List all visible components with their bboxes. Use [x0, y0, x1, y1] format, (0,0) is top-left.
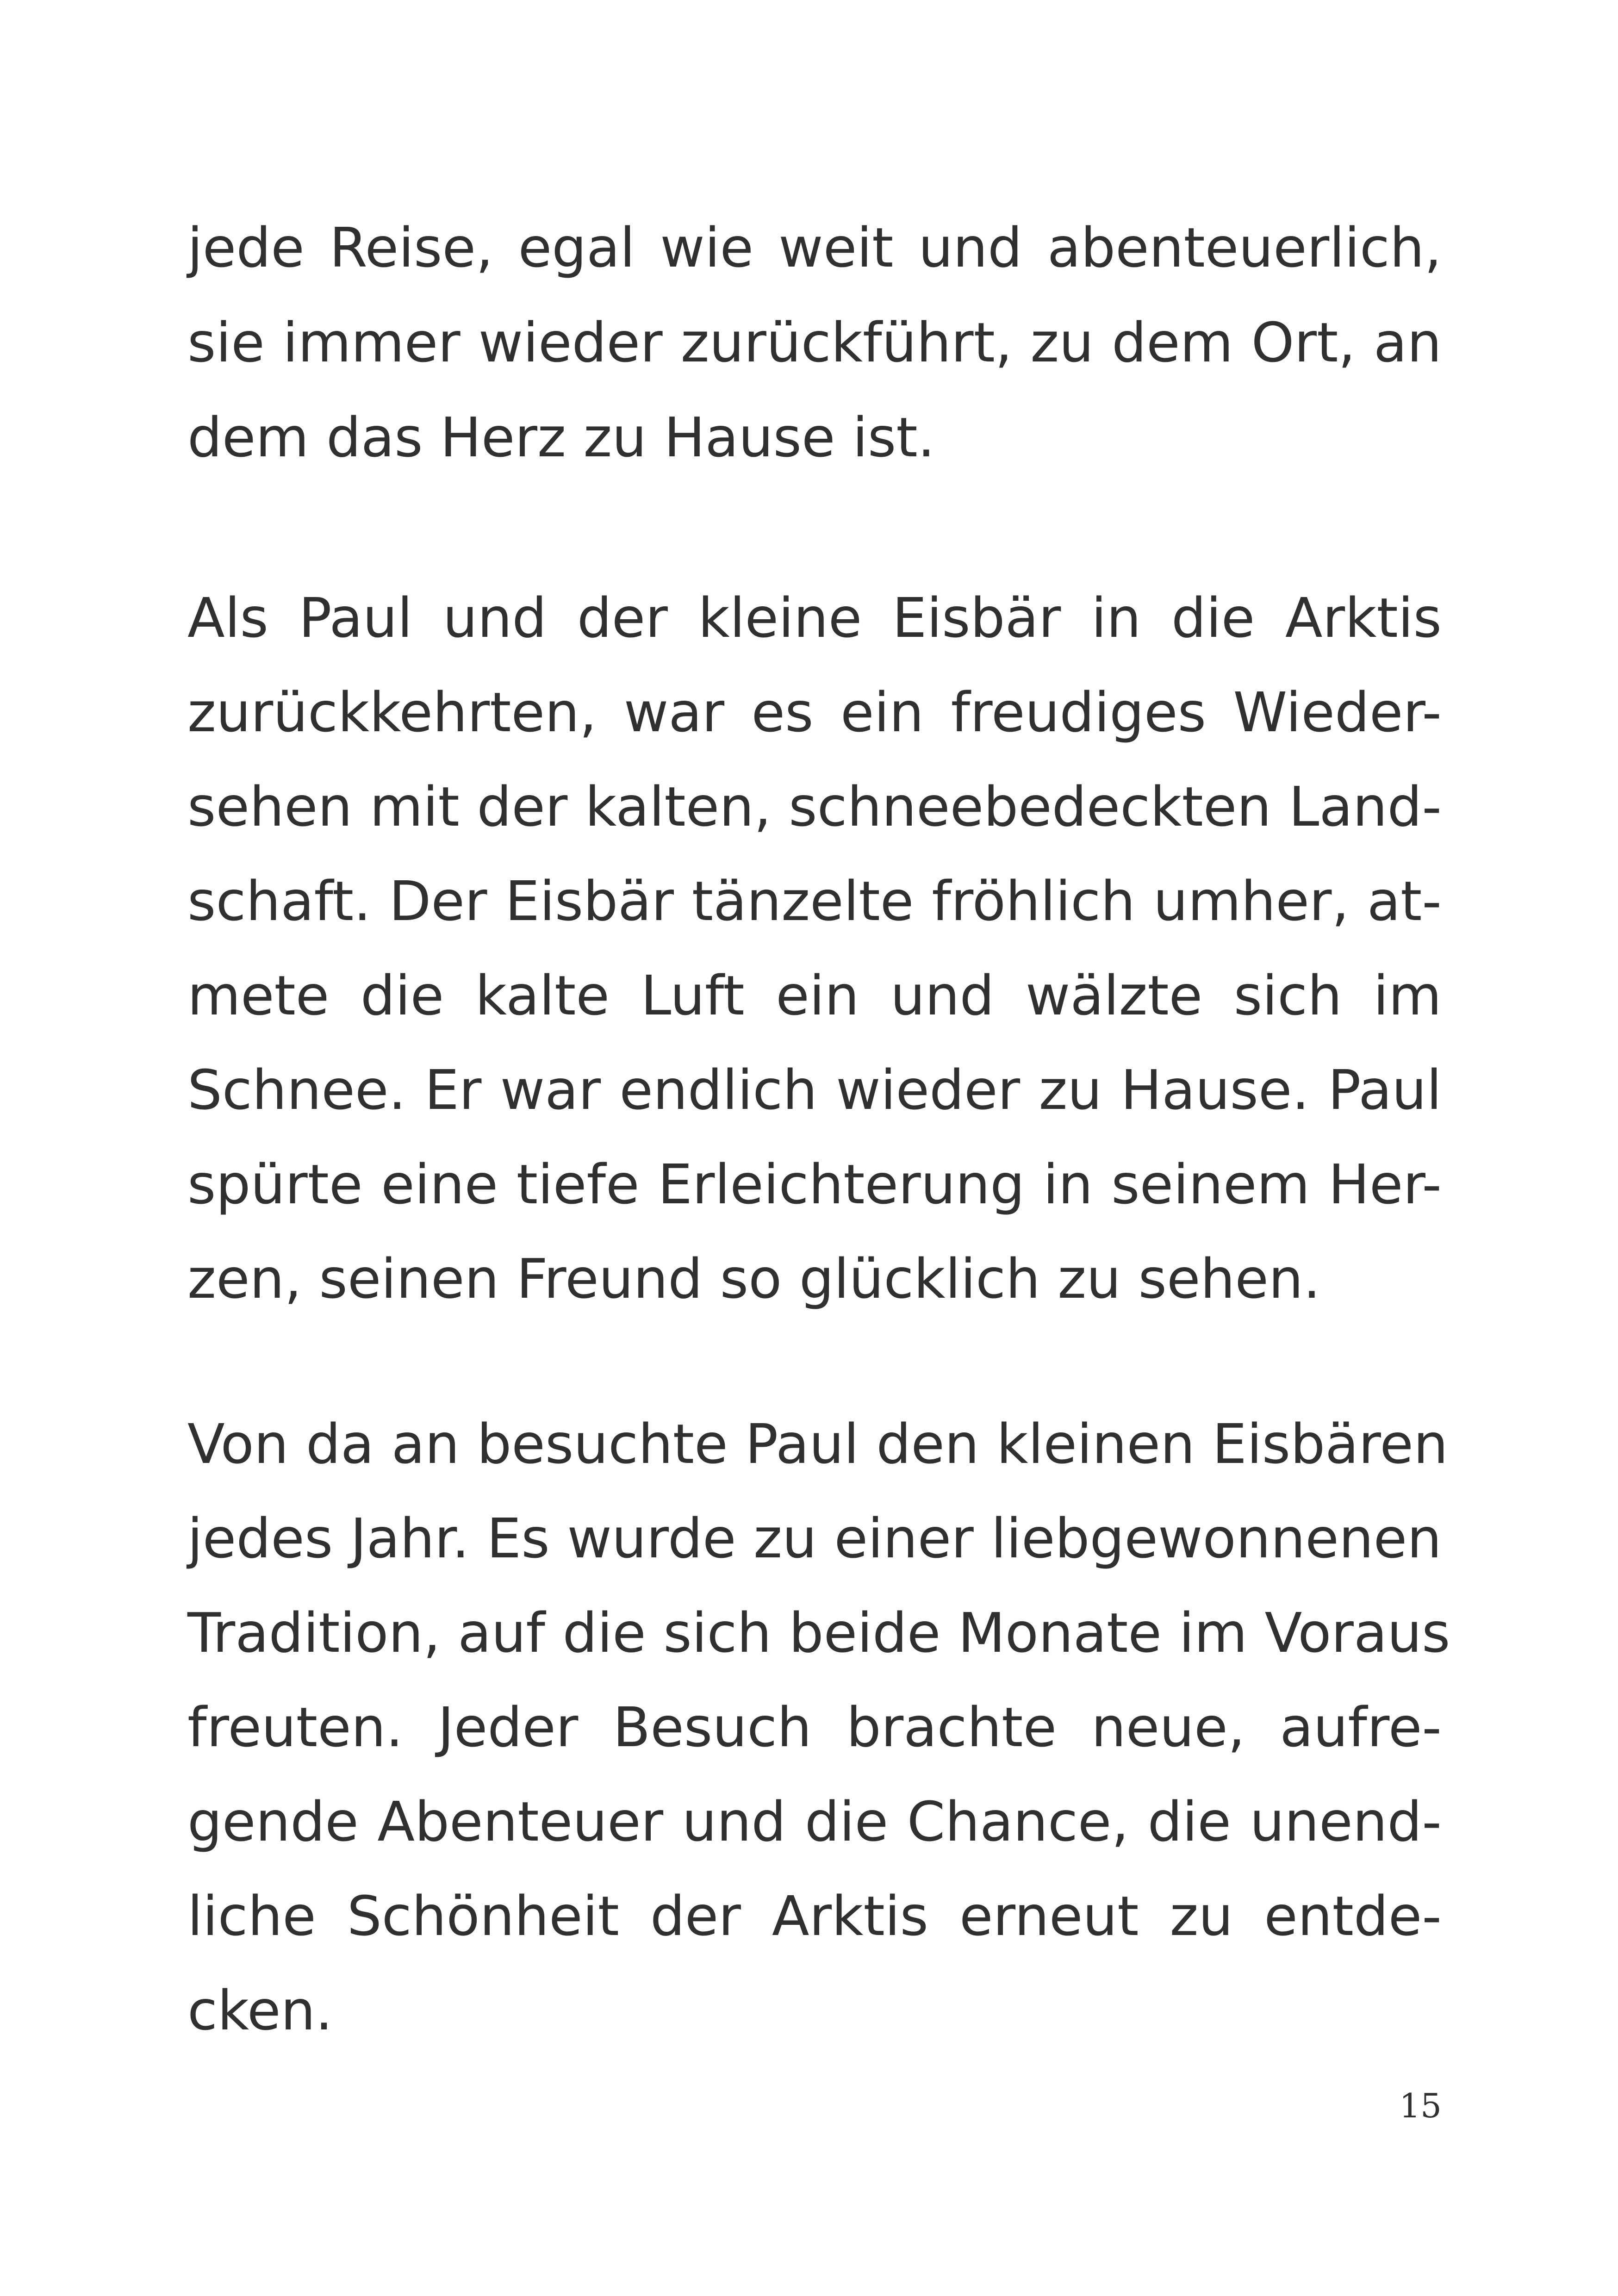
text-line: freuten. Jeder Besuch brachte neue, aufre-: [187, 1695, 1442, 1759]
text-line: zen, seinen Freund so glücklich zu sehen.: [187, 1247, 1321, 1311]
text-line: liche Schönheit der Arktis erneut zu entde-: [187, 1884, 1442, 1948]
text-line: Als Paul und der kleine Eisbär in die Arktis: [187, 586, 1442, 650]
text-line: gende Abenteuer und die Chance, die unend-: [187, 1790, 1442, 1854]
text-line: Tradition, auf die sich beide Monate im Voraus: [187, 1601, 1450, 1665]
text-line: jede Reise, egal wie weit und abenteuerlich,: [187, 216, 1442, 280]
text-line: sie immer wieder zurückführt, zu dem Ort, an: [187, 311, 1442, 374]
text-line: sehen mit der kalten, schneebedeckten Land-: [187, 775, 1442, 839]
text-line: cken.: [187, 1979, 333, 2042]
page-number: 15: [1399, 2086, 1442, 2125]
text-line: jedes Jahr. Es wurde zu einer liebgewonnenen: [187, 1506, 1442, 1570]
text-line: zurückkehrten, war es ein freudiges Wieder-: [187, 680, 1442, 744]
text-line: schaft. Der Eisbär tänzelte fröhlich umher, at-: [187, 869, 1442, 933]
text-line: spürte eine tiefe Erleichterung in seinem Her-: [187, 1152, 1442, 1216]
text-line: dem das Herz zu Hause ist.: [187, 405, 935, 469]
text-line: Schnee. Er war endlich wieder zu Hause. Paul: [187, 1058, 1442, 1122]
text-line: mete die kalte Luft ein und wälzte sich im: [187, 964, 1442, 1027]
text-line: Von da an besuchte Paul den kleinen Eisbären: [187, 1412, 1448, 1476]
